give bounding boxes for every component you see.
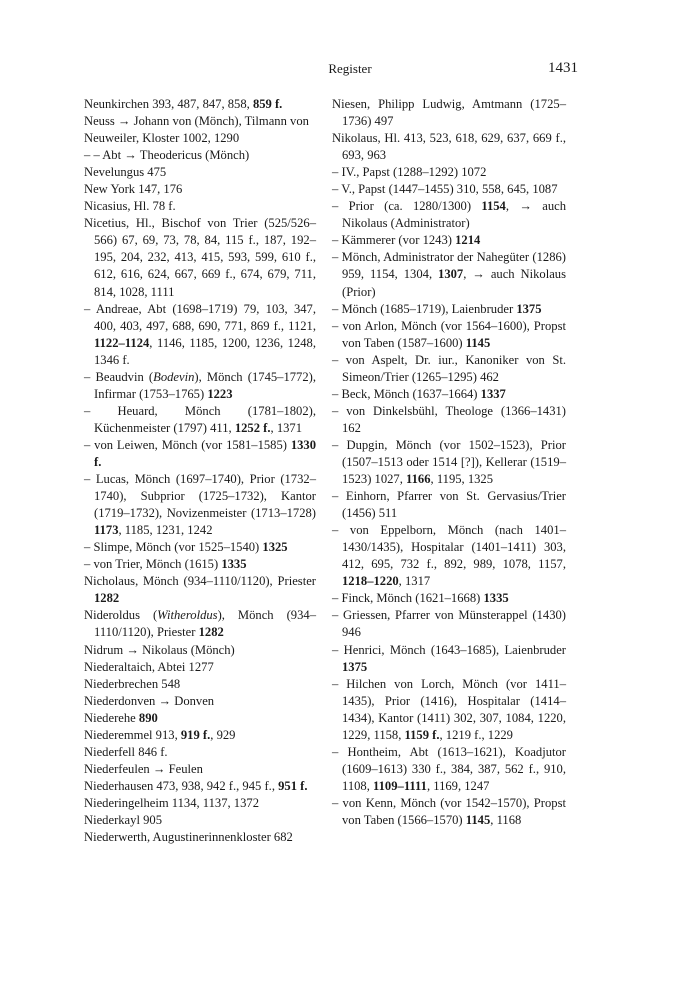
index-entry: – Mönch (1685–1719), Laienbruder 1375 — [332, 301, 542, 316]
index-entry: – Finck, Mönch (1621–1668) 1335 — [332, 591, 509, 606]
index-entry: Nidrum → Nikolaus (Mönch) — [84, 642, 235, 657]
index-entry: Niederkayl 905 — [84, 812, 162, 827]
index-entry: Niederfeulen → Feulen — [84, 761, 203, 776]
index-entry: – – Abt → Theodericus (Mönch) — [84, 148, 250, 163]
index-entry: Niederdonven → Donven — [84, 693, 215, 708]
index-entry: – von Eppelborn, Mönch (nach 1401–1430/1435), Hospitalar (1401–1411) 303, 412, 695, 732 f., 892, 989, 1078, 1157, 1218–1220, 1317 — [332, 523, 566, 589]
index-entry: Neuss → Johann von (Mönch), Tilmann von — [84, 114, 309, 129]
index-entry: – IV., Papst (1288–1292) 1072 — [332, 165, 487, 180]
index-entry: New York 147, 176 — [84, 182, 183, 197]
index-entry: – Griessen, Pfarrer von Münsterappel (1430) 946 — [332, 608, 566, 640]
index-column-left — [84, 96, 316, 846]
index-entry: Nideroldus (Witheroldus), Mönch (934–1110/1120), Priester 1282 — [84, 608, 316, 640]
running-header-title: Register — [328, 61, 372, 76]
index-entry: – von Trier, Mönch (1615) 1335 — [84, 557, 247, 572]
index-entry: – Andreae, Abt (1698–1719) 79, 103, 347, 400, 403, 497, 688, 690, 771, 869 f., 1121, 1122–1124, 1146, 1185, 1200, 1236, 1248, 1346 f. — [84, 301, 316, 367]
index-entry: – Beck, Mönch (1637–1664) 1337 — [332, 386, 506, 401]
index-entry: – V., Papst (1447–1455) 310, 558, 645, 1087 — [332, 182, 558, 197]
index-entry: – Slimpe, Mönch (vor 1525–1540) 1325 — [84, 540, 288, 555]
index-column-right — [332, 96, 566, 829]
index-entry: – Kämmerer (vor 1243) 1214 — [332, 233, 481, 248]
index-entry: Niederwerth, Augustinerinnenkloster 682 — [84, 830, 293, 845]
index-entry: Niesen, Philipp Ludwig, Amtmann (1725–1736) 497 — [332, 97, 566, 129]
index-entry: – von Aspelt, Dr. iur., Kanoniker von St. Simeon/Trier (1265–1295) 462 — [332, 352, 566, 384]
index-entry: – Henrici, Mönch (1643–1685), Laienbruder 1375 — [332, 642, 566, 674]
index-entry: – von Dinkelsbühl, Theologe (1366–1431) 162 — [332, 403, 566, 435]
index-entry: – Einhorn, Pfarrer von St. Gervasius/Trier (1456) 511 — [332, 489, 566, 521]
index-entry: – von Leiwen, Mönch (vor 1581–1585) 1330 f. — [84, 437, 316, 469]
index-entry: Nicetius, Hl., Bischof von Trier (525/526–566) 67, 69, 73, 78, 84, 115 f., 187, 192–195, 204, 232, 413, 415, 593, 599, 610 f., 612, 616, 624, 667, 669 f., 674, 679, 711, 814, 1028, 1111 — [84, 216, 316, 299]
index-entry: Nikolaus, Hl. 413, 523, 618, 629, 637, 669 f., 693, 963 — [332, 131, 566, 163]
index-entry: Nicasius, Hl. 78 f. — [84, 199, 176, 214]
index-entry: – Beaudvin (Bodevin), Mönch (1745–1772), Infirmar (1753–1765) 1223 — [84, 369, 316, 401]
index-entry: Nicholaus, Mönch (934–1110/1120), Priester 1282 — [84, 574, 316, 606]
index-entry: Nevelungus 475 — [84, 165, 167, 180]
index-entry: Neunkirchen 393, 487, 847, 858, 859 f. — [84, 97, 283, 111]
index-entry: Niederehe 890 — [84, 710, 158, 725]
index-entry: – Mönch, Administrator der Nahegüter (1286) 959, 1154, 1304, 1307, → auch Nikolaus (Prior) — [332, 250, 566, 299]
index-entry: Niederemmel 913, 919 f., 929 — [84, 727, 236, 742]
index-entry: – Heuard, Mönch (1781–1802), Küchenmeister (1797) 411, 1252 f., 1371 — [84, 403, 316, 435]
index-entry: Neuweiler, Kloster 1002, 1290 — [84, 131, 240, 146]
index-entry: – Hontheim, Abt (1613–1621), Koadjutor (1609–1613) 330 f., 384, 387, 562 f., 910, 1108, 1109–1111, 1169, 1247 — [332, 744, 566, 793]
index-entry: Niederaltaich, Abtei 1277 — [84, 659, 214, 674]
index-entry: – von Kenn, Mönch (vor 1542–1570), Propst von Taben (1566–1570) 1145, 1168 — [332, 795, 566, 827]
index-entry: Niederhausen 473, 938, 942 f., 945 f., 951 f. — [84, 778, 308, 793]
index-entry: Niederbrechen 548 — [84, 676, 181, 691]
index-entry: – Dupgin, Mönch (vor 1502–1523), Prior (1507–1513 oder 1514 [?]), Kellerar (1519–1523) 1027, 1166, 1195, 1325 — [332, 437, 566, 487]
index-entry: – Lucas, Mönch (1697–1740), Prior (1732–1740), Subprior (1725–1732), Kantor (1719–1732), Novizenmeister (1713–1728) 1173, 1185, 1231, 1242 — [84, 472, 316, 538]
index-entry: – Prior (ca. 1280/1300) 1154, → auch Nikolaus (Administrator) — [332, 199, 567, 231]
page-number: 1431 — [548, 60, 578, 76]
index-entry: – Hilchen von Lorch, Mönch (vor 1411–1435), Prior (1416), Hospitalar (1414–1434), Kantor (1411) 302, 307, 1084, 1220, 1229, 1158, 1159 f., 1219 f., 1229 — [332, 676, 566, 742]
index-entry: – von Arlon, Mönch (vor 1564–1600), Propst von Taben (1587–1600) 1145 — [332, 318, 566, 350]
index-entry: Niederfell 846 f. — [84, 744, 168, 759]
index-entry: Niederingelheim 1134, 1137, 1372 — [84, 795, 259, 810]
